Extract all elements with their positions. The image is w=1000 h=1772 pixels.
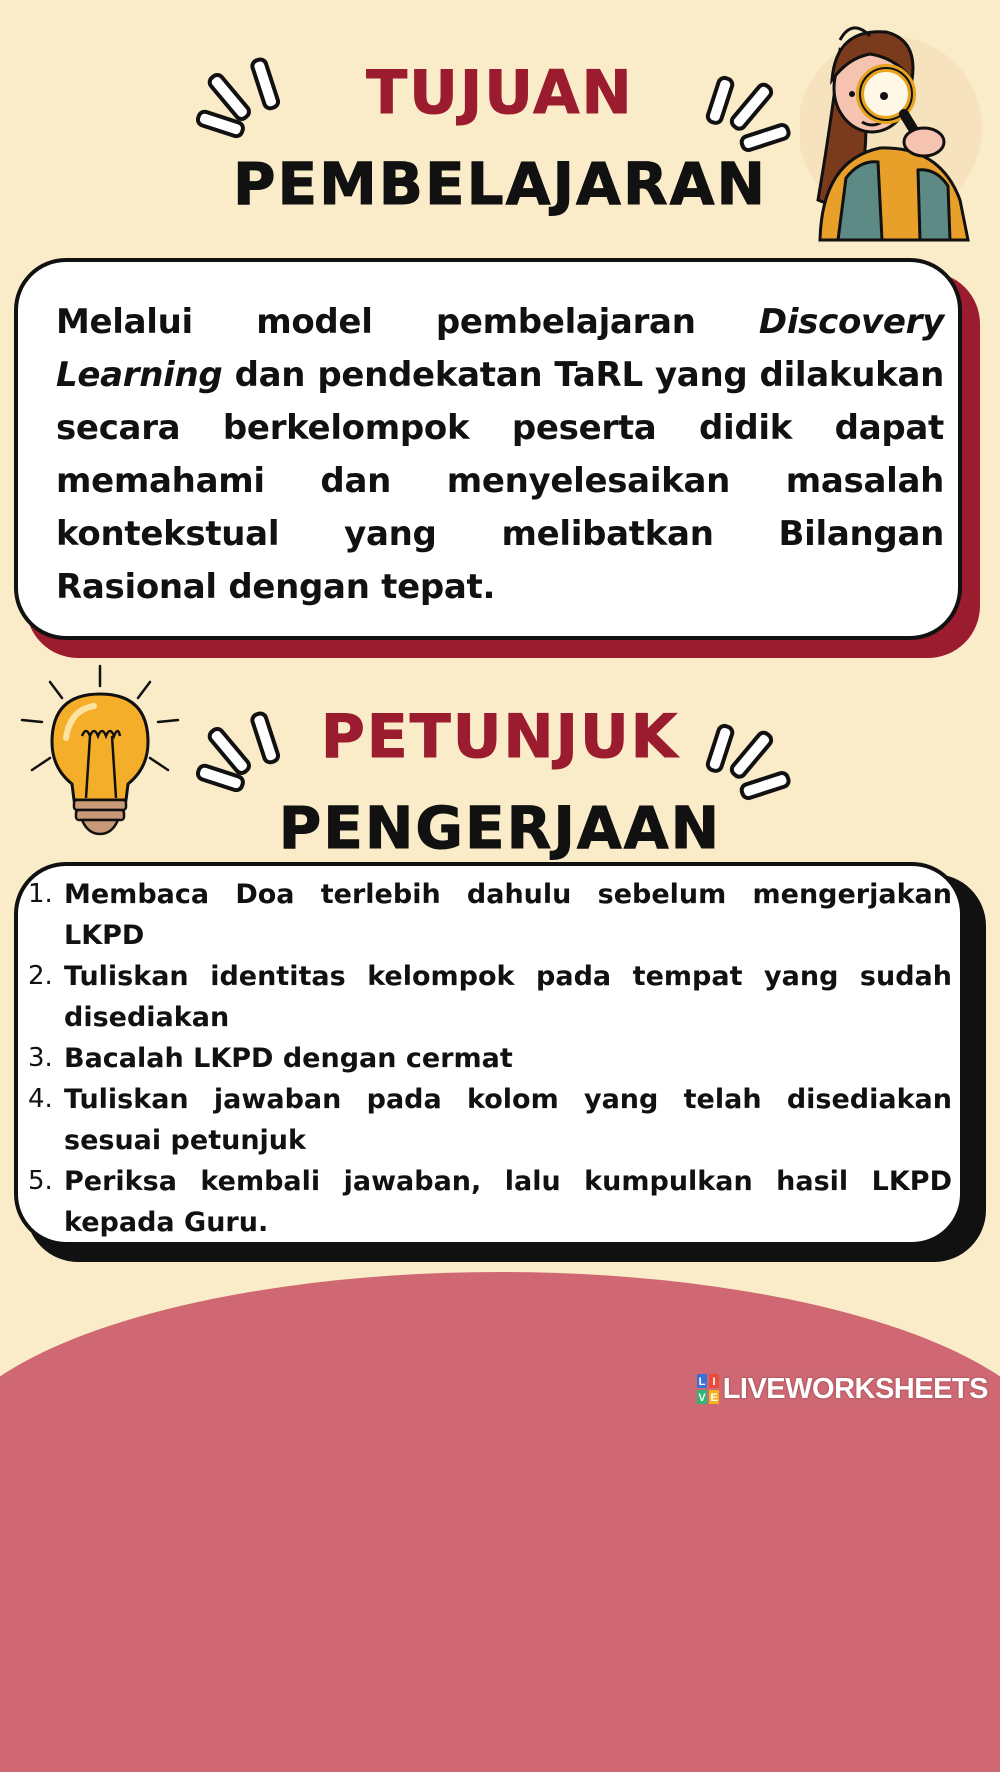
- step-number: 1.: [28, 879, 53, 909]
- liveworksheets-logo-icon: [697, 1374, 719, 1404]
- step-number: 2.: [28, 961, 53, 991]
- step-text: Periksa kembali jawaban, lalu kumpulkan hasil LKPD kepada Guru.: [64, 1166, 952, 1238]
- instruction-step: [28, 874, 952, 956]
- objective-text: [56, 296, 944, 614]
- instructions-list: [28, 874, 952, 1243]
- step-text: Tuliskan jawaban pada kolom yang telah disediakan sesuai petunjuk: [64, 1084, 952, 1156]
- step-text: Tuliskan identitas kelompok pada tempat yang sudah disediakan: [64, 961, 952, 1033]
- liveworksheets-logo[interactable]: [697, 1372, 988, 1406]
- brand-name: LIVEWORKSHEETS: [722, 1372, 988, 1405]
- objective-text-rest: dan pendekatan TaRL yang dilakukan secara berkelompok peserta didik dapat memahami dan menyelesaikan masalah kontekstual yang melibatkan Bilangan Rasional dengan tepat.: [56, 355, 944, 607]
- logo-letter: I: [712, 1376, 716, 1388]
- step-number: 5.: [28, 1166, 53, 1196]
- instruction-step: [28, 1161, 952, 1243]
- logo-letter: L: [698, 1376, 706, 1388]
- instructions-title-line1: PETUNJUK: [320, 702, 680, 772]
- girl-magnifier-illustration-icon: [800, 10, 990, 250]
- instruction-step: [28, 1038, 952, 1079]
- objective-title-line2: PEMBELAJARAN: [232, 150, 768, 218]
- logo-letter: V: [698, 1392, 706, 1404]
- objective-italic-term: Discovery Learning: [56, 302, 944, 395]
- objective-title-line1: TUJUAN: [366, 58, 634, 128]
- instruction-step: [28, 1079, 952, 1161]
- step-text: Membaca Doa terlebih dahulu sebelum mengerjakan LKPD: [64, 879, 952, 951]
- instruction-step: [28, 956, 952, 1038]
- step-number: 3.: [28, 1043, 53, 1073]
- step-number: 4.: [28, 1084, 53, 1114]
- logo-letter: E: [710, 1392, 718, 1404]
- instructions-title-line2: PENGERJAAN: [278, 794, 722, 862]
- objective-text-lead: Melalui model pembelajaran: [56, 302, 759, 342]
- step-text: Bacalah LKPD dengan cermat: [64, 1043, 513, 1074]
- footer-wave: [0, 1272, 1000, 1772]
